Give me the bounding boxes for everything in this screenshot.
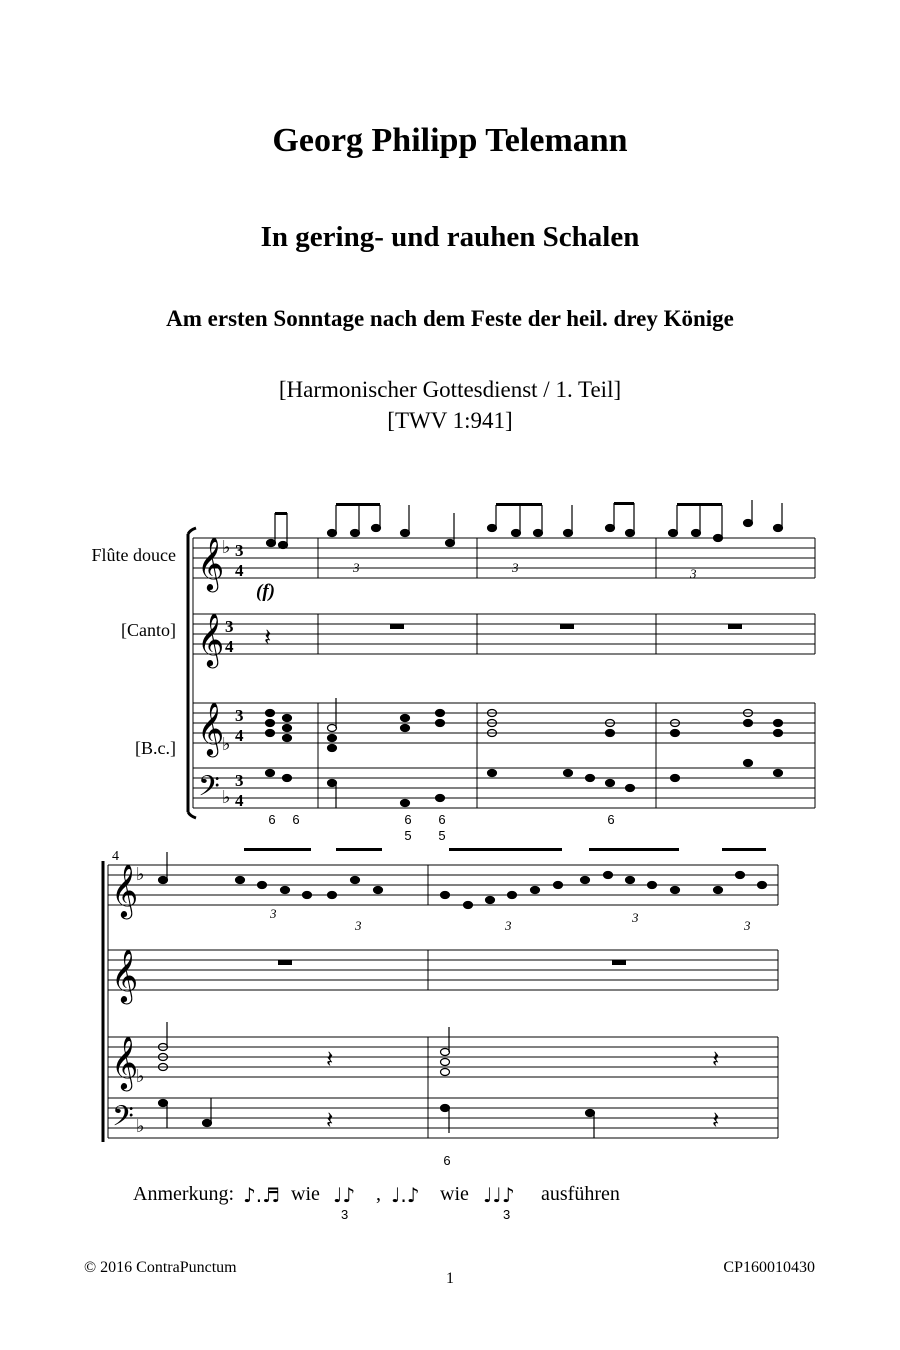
note-action: ausführen	[541, 1183, 620, 1205]
copyright-notice: © 2016 ContraPunctum	[84, 1259, 237, 1276]
svg-text:3: 3	[225, 617, 234, 636]
tuplet-mark: 3	[353, 560, 360, 575]
tuplet-mark: 3	[690, 566, 697, 581]
catalog-code: CP160010430	[723, 1259, 815, 1276]
svg-text:3: 3	[235, 706, 244, 725]
svg-text:𝄽: 𝄽	[326, 1106, 334, 1134]
instrument-label-canto: [Canto]	[121, 620, 176, 640]
instrument-label-bc: [B.c.]	[135, 738, 176, 758]
piece-subtitle: Am ersten Sonntage nach dem Feste der heil. drey Könige	[166, 306, 734, 331]
triplet-mark: 3	[503, 1207, 511, 1222]
figured-bass: 5	[438, 828, 446, 843]
figured-bass: 6	[404, 812, 412, 827]
figured-bass: 5	[404, 828, 412, 843]
svg-text:𝄽: 𝄽	[264, 623, 272, 651]
svg-text:4: 4	[235, 726, 244, 745]
svg-text:4: 4	[235, 561, 244, 580]
staff-canto-system1	[193, 614, 815, 654]
svg-text:𝄞: 𝄞	[197, 612, 225, 666]
note-separator: ,	[376, 1183, 381, 1205]
note-word-as: wie	[291, 1183, 320, 1205]
svg-text:3: 3	[235, 541, 244, 560]
svg-text:𝄞: 𝄞	[197, 701, 225, 755]
note-word-as-2: wie	[440, 1183, 469, 1205]
svg-text:3: 3	[235, 771, 244, 790]
svg-text:𝄽: 𝄽	[326, 1045, 334, 1073]
composer-name: Georg Philipp Telemann	[272, 122, 628, 159]
svg-text:4: 4	[235, 791, 244, 810]
measure-number: 4	[112, 849, 119, 864]
svg-text:𝄽: 𝄽	[712, 1045, 720, 1073]
figured-bass: 6	[268, 812, 276, 827]
figured-bass: 6	[292, 812, 300, 827]
staff-bc-treble-system2	[108, 1037, 778, 1077]
svg-text:𝄢: 𝄢	[112, 1100, 134, 1140]
staff-canto-system2	[108, 950, 778, 990]
staff-flute-system2	[108, 865, 778, 905]
svg-text:♭: ♭	[136, 1116, 145, 1137]
svg-text:𝄢: 𝄢	[198, 770, 220, 810]
svg-text:4: 4	[225, 637, 234, 656]
tuplet-mark: 3	[270, 906, 277, 921]
figured-bass: 6	[438, 812, 446, 827]
svg-text:♭: ♭	[136, 1066, 145, 1087]
tuplet-mark: 3	[512, 560, 519, 575]
tied-triplet-icon: ♩♩♪	[483, 1183, 515, 1207]
piece-title: In gering- und rauhen Schalen	[260, 221, 640, 253]
tuplet-mark: 3	[632, 910, 639, 925]
svg-text:♭: ♭	[136, 864, 145, 885]
tuplet-mark: 3	[355, 918, 362, 933]
svg-text:𝄞: 𝄞	[111, 1035, 139, 1089]
svg-text:♭: ♭	[222, 734, 231, 755]
catalog-number: [TWV 1:941]	[387, 408, 513, 433]
svg-text:𝄞: 𝄞	[197, 536, 225, 590]
figured-bass: 6	[443, 1153, 451, 1168]
staff-bc-bass-system2	[108, 1098, 778, 1138]
figured-bass: 6	[607, 812, 615, 827]
triplet-mark: 3	[341, 1207, 349, 1222]
dotted-rhythm-icon: ♪.♬	[243, 1183, 281, 1207]
dynamic-mark: (f)	[256, 581, 275, 602]
dotted-quarter-icon: ♩.♪	[391, 1183, 420, 1207]
tuplet-mark: 3	[505, 918, 512, 933]
triplet-rhythm-icon: ♩♪	[333, 1183, 356, 1207]
svg-text:𝄽: 𝄽	[712, 1106, 720, 1134]
tuplet-mark: 3	[744, 918, 751, 933]
page-number: 1	[446, 1270, 454, 1287]
svg-text:♭: ♭	[222, 537, 231, 558]
svg-text:𝄞: 𝄞	[111, 863, 139, 917]
collection-name: [Harmonischer Gottesdienst / 1. Teil]	[278, 377, 622, 402]
svg-text:𝄞: 𝄞	[111, 948, 139, 1002]
instrument-label-flute: Flûte douce	[91, 545, 176, 565]
svg-text:♭: ♭	[222, 787, 231, 808]
note-label: Anmerkung:	[133, 1183, 235, 1205]
